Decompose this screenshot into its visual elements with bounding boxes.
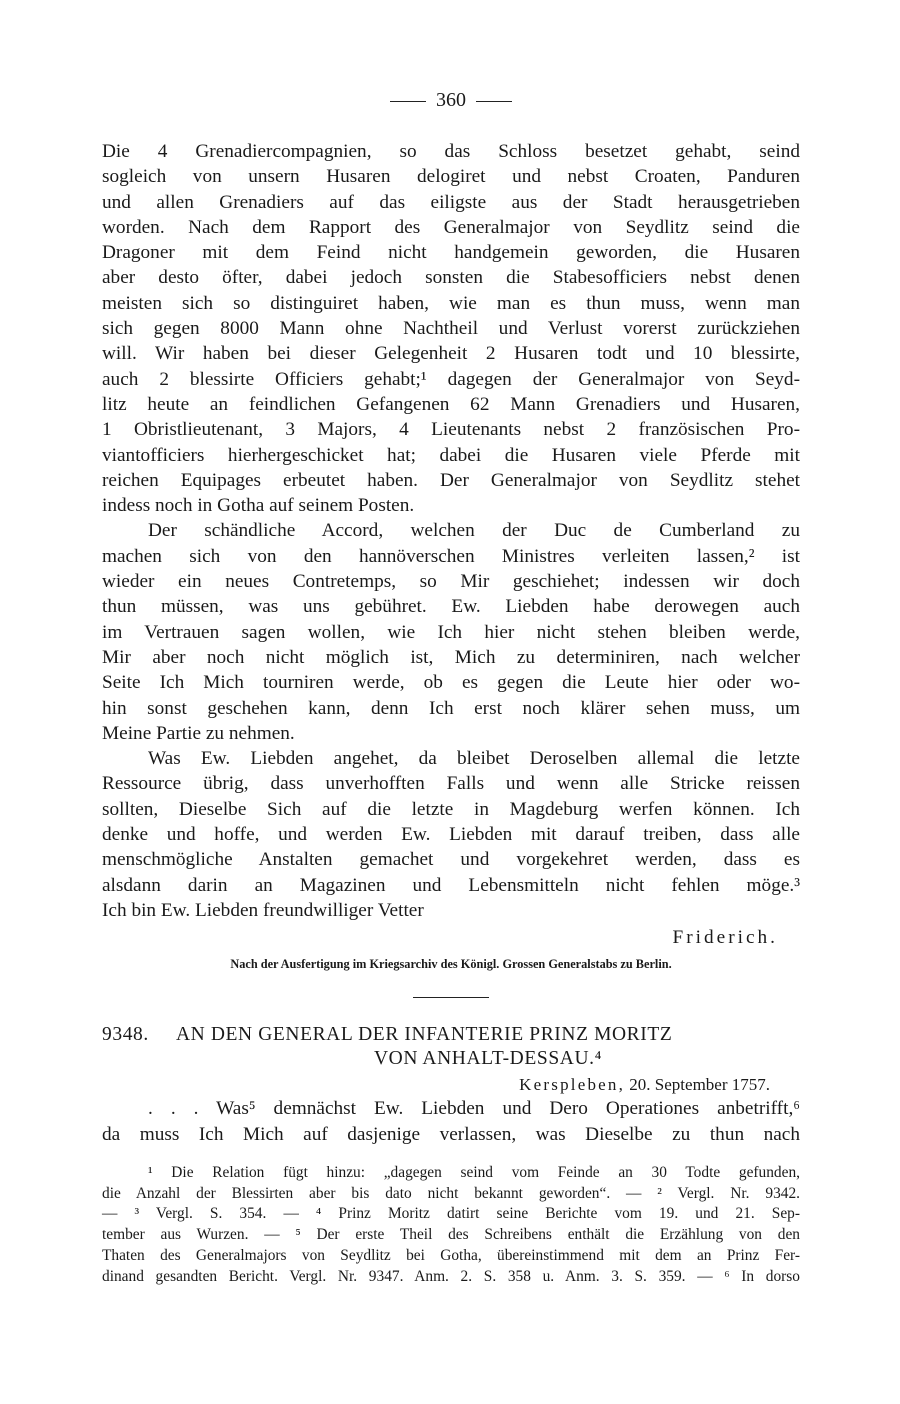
- text-line: sich gegen 8000 Mann ohne Nachtheil und Verlust vorerst zurückziehen: [102, 318, 800, 340]
- dateline: [102, 1074, 800, 1096]
- heading-line-1: AN DEN GENERAL DER INFANTERIE PRINZ MORITZ: [176, 1024, 673, 1046]
- text-line: wieder ein neues Contretemps, so Mir geschiehet; indessen wir doch: [102, 571, 800, 593]
- footnote-line: — ³ Vergl. S. 354. — ⁴ Prinz Moritz datirt seine Berichte vom 19. und 21. Sep-: [102, 1205, 800, 1223]
- text-line: will. Wir haben bei dieser Gelegenheit 2 Husaren todt und 10 blessirte,: [102, 343, 800, 365]
- text-line: Seite Ich Mich tourniren werde, ob es gegen die Leute hier oder wo-: [102, 672, 800, 694]
- text-line: alsdann darin an Magazinen und Lebensmitteln nicht fehlen möge.³: [102, 874, 800, 896]
- text-line: Meine Partie zu nehmen.: [102, 722, 295, 744]
- footnote-line: die Anzahl der Blessirten aber bis dato nicht bekannt geworden“. — ² Vergl. Nr. 9342.: [102, 1184, 800, 1202]
- text-line: sogleich von unsern Husaren delogiret und nebst Croaten, Panduren: [102, 166, 800, 188]
- text-line: und allen Grenadiers auf das eiligste aus der Stadt herausgetrieben: [102, 191, 800, 213]
- text-line: 1 Obristlieutenant, 3 Majors, 4 Lieutenants nebst 2 französischen Pro-: [102, 419, 800, 441]
- header-dash-left: [390, 101, 426, 102]
- text-line: thun müssen, was uns gebühret. Ew. Liebden habe derowegen auch: [102, 596, 800, 618]
- footnote-line: Thaten des Generalmajors von Seydlitz bei Gotha, übereinstimmend mit dem an Prinz Fer-: [102, 1246, 800, 1264]
- dateline-date: 20. September 1757.: [629, 1075, 770, 1095]
- text-line: Ich bin Ew. Liebden freundwilliger Vetter: [102, 899, 424, 921]
- footnotes: [102, 1163, 800, 1288]
- letter-opening: [102, 1096, 800, 1147]
- text-line: Was Ew. Liebden angehet, da bleibet Deroselben allemal die letzte: [148, 748, 800, 770]
- text-line: meisten sich so distinguiret haben, wie man es thun muss, wenn man: [102, 292, 800, 314]
- footnote-line: ¹ Die Relation fügt hinzu: „dagegen seind vom Feinde an 30 Todte gefunden,: [148, 1163, 800, 1181]
- text-line: Die 4 Grenadiercompagnien, so das Schloss besetzet gehabt, seind: [102, 141, 800, 162]
- opening-line-2: da muss Ich Mich auf dasjenige verlassen, was Dieselbe zu thun nach: [102, 1123, 800, 1145]
- text-line: Ressource übrig, dass unverhofften Falls und wenn alle Stricke reissen: [102, 773, 800, 795]
- text-line: machen sich von den hannöverschen Ministres verleiten lassen,² ist: [102, 545, 800, 567]
- text-line: indess noch in Gotha auf seinem Posten.: [102, 495, 415, 517]
- text-line: reichen Equipages erbeutet haben. Der Generalmajor von Seydlitz stehet: [102, 469, 800, 491]
- heading-line-2: VON ANHALT-DESSAU.⁴: [373, 1048, 603, 1070]
- text-line: aber desto öfter, dabei jedoch sonsten die Stabesofficiers nebst denen: [102, 267, 800, 289]
- text-line: hin sonst geschehen kann, denn Ich erst noch klärer sehen muss, um: [102, 697, 800, 719]
- letter-heading: [102, 1023, 800, 1071]
- page-number-header: [102, 88, 800, 112]
- section-divider: [413, 997, 489, 998]
- book-page: [102, 88, 800, 1288]
- text-line: auch 2 blessirte Officiers gehabt;¹ dagegen der Generalmajor von Seyd-: [102, 368, 800, 390]
- footnote-line: tember aus Wurzen. — ⁵ Der erste Theil des Schreibens enthält die Erzählung von den: [102, 1226, 800, 1244]
- header-dash-right: [476, 101, 512, 102]
- text-line: Der schändliche Accord, welchen der Duc de Cumberland zu: [148, 520, 800, 542]
- text-line: viantofficiers hierhergeschicket hat; dabei die Husaren viele Pferde mit: [102, 444, 800, 466]
- text-line: Dragoner mit dem Feind nicht handgemein geworden, die Husaren: [102, 242, 800, 264]
- text-line: worden. Nach dem Rapport des Generalmajor von Seydlitz seind die: [102, 216, 800, 238]
- text-line: denke und hoffe, und werden Ew. Liebden mit darauf treiben, dass alle: [102, 824, 800, 846]
- dateline-place: Kerspleben,: [519, 1075, 626, 1095]
- text-line: sollten, Dieselbe Sich auf die letzte in Magdeburg werfen können. Ich: [102, 798, 800, 820]
- text-line: litz heute an feindlichen Gefangenen 62 Mann Grenadiers und Husaren,: [102, 393, 800, 415]
- letter-body: [102, 139, 800, 923]
- paragraphs: [102, 139, 800, 923]
- letter-number: 9348.: [102, 1024, 149, 1046]
- text-line: menschmögliche Anstalten gemachet und vorgekehret werden, dass es: [102, 849, 800, 871]
- source-note: Nach der Ausfertigung im Kriegsarchiv des Königl. Grossen Generalstabs zu Berlin.: [230, 957, 672, 972]
- signature: Friderich.: [672, 927, 778, 949]
- page-number: 360: [436, 89, 466, 111]
- text-line: Mir aber noch nicht möglich ist, Mich zu determiniren, nach welcher: [102, 646, 800, 668]
- footnote-line: dinand gesandten Bericht. Vergl. Nr. 9347. Anm. 2. S. 358 u. Anm. 3. S. 359. — ⁶ In dorso: [102, 1267, 800, 1285]
- opening-line-1: . . . Was⁵ demnächst Ew. Liebden und Dero Operationes anbetrifft,⁶: [148, 1098, 800, 1120]
- text-line: im Vertrauen sagen wollen, wie Ich hier nicht stehen bleiben werde,: [102, 621, 800, 643]
